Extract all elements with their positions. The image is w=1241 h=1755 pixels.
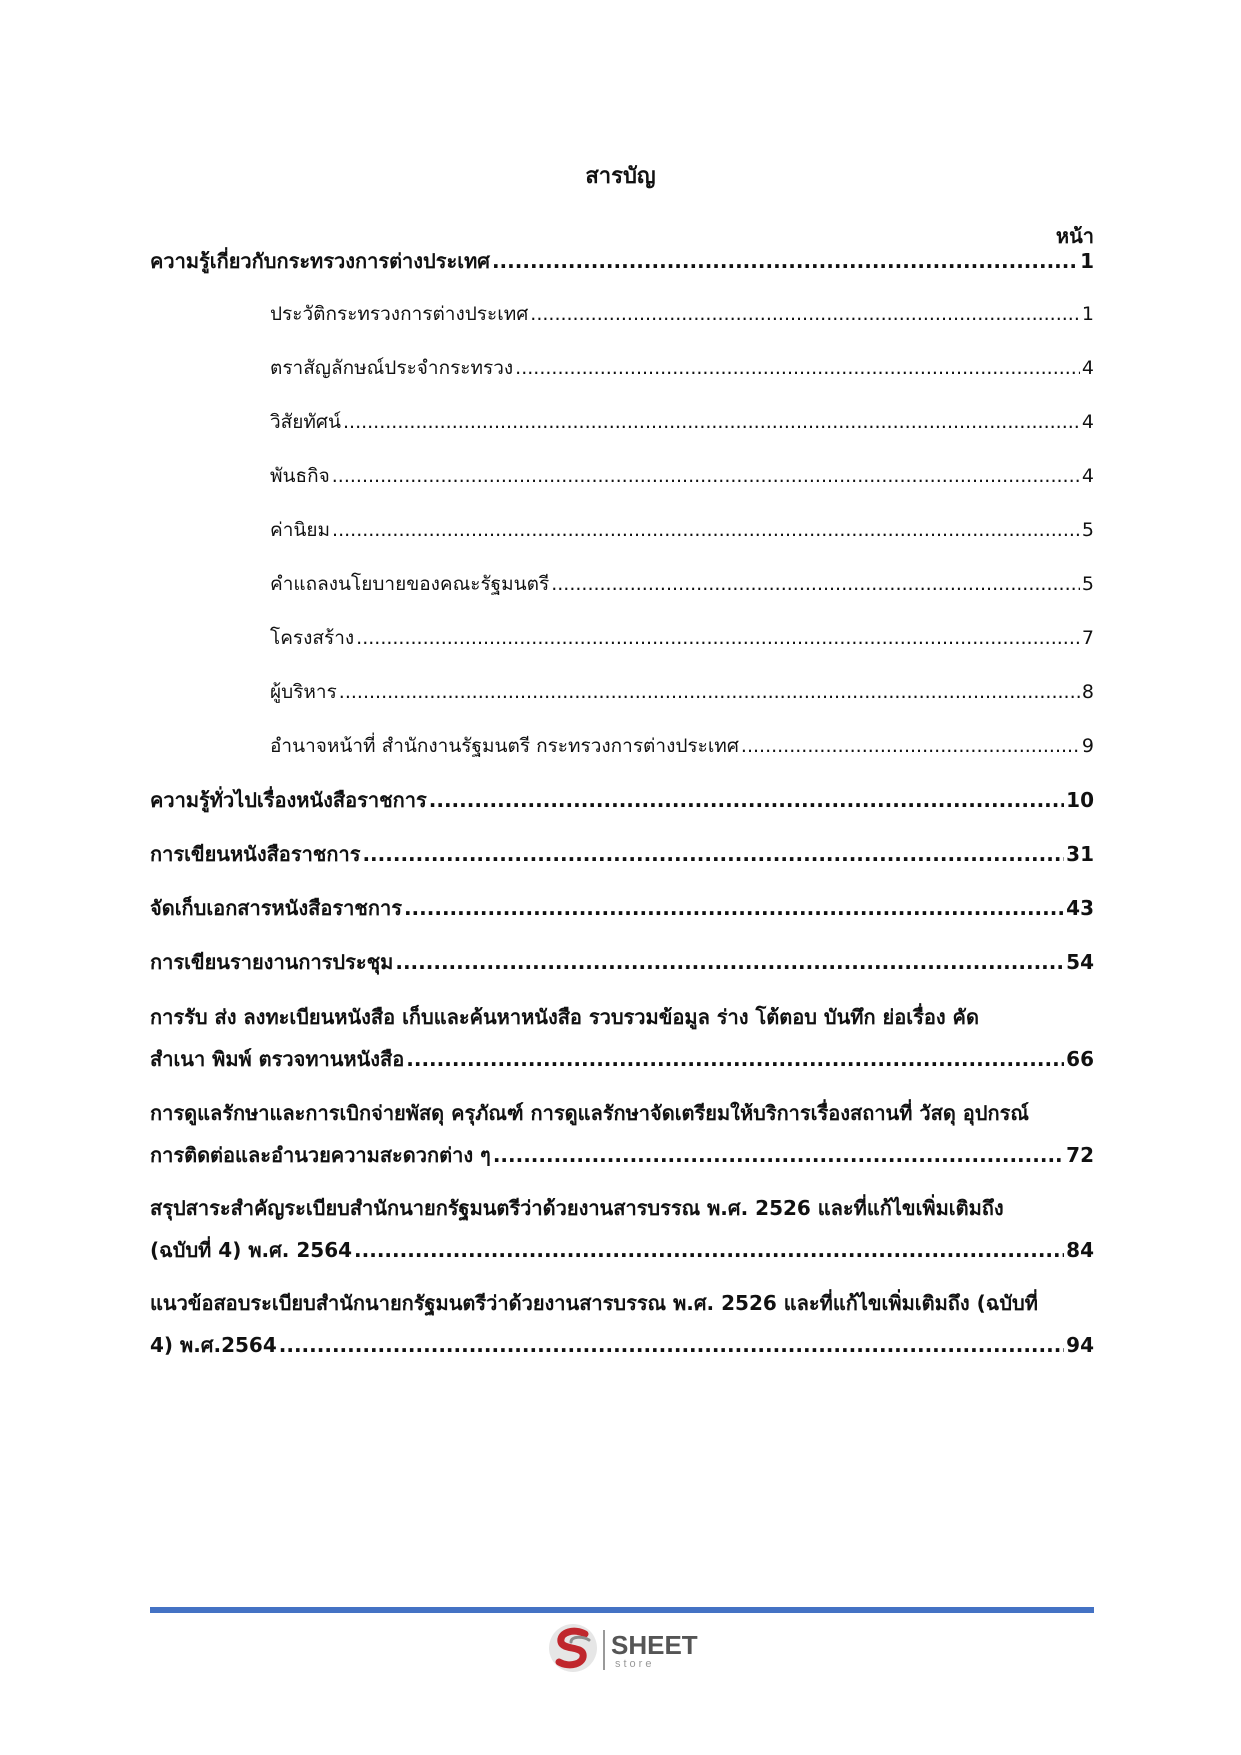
toc-entry[interactable]: การดูแลรักษาและการเบิกจ่ายพัสดุ ครุภัณฑ์ การดูแลรักษาจัดเตรียมให้บริการเรื่องสถานที่ วัสดุ อุปกรณ์ การติดต่อและอำนวยความสะดวกต่าง ๆ ..... 72 [150,1098,1094,1170]
toc-entry[interactable]: การรับ ส่ง ลงทะเบียนหนังสือ เก็บและค้นหาหนังสือ รวบรวมข้อมูล ร่าง โต้ตอบ บันทึก ย่อเรื่อง คัด สำเนา พิมพ์ ตรวจทานหนังสือ ..... 66 [150,1002,1094,1074]
toc-entry[interactable]: การเขียนรายงานการประชุม ..... 54 [150,947,1094,977]
toc-subentry[interactable]: อำนาจหน้าที่ สำนักงานรัฐมนตรี กระทรวงการต่างประเทศ ..... 9 [270,731,1094,761]
page-title: สารบัญ [585,164,656,189]
toc-subentry[interactable]: พันธกิจ ..... 4 [270,461,1094,491]
logo-subtext: store [615,1658,655,1670]
toc-entry[interactable]: สรุปสาระสำคัญระเบียบสำนักนายกรัฐมนตรีว่าด้วยงานสารบรรณ พ.ศ. 2526 และที่แก้ไขเพิ่มเติมถึง (ฉบับที่ 4) พ.ศ. 2564 ..... 84 [150,1193,1094,1265]
toc-subentry[interactable]: โครงสร้าง ..... 7 [270,623,1094,653]
toc-subentry[interactable]: ประวัติกระทรวงการต่างประเทศ ..... 1 [270,299,1094,329]
logo-divider [603,1630,605,1670]
toc-subentry[interactable]: คำแถลงนโยบายของคณะรัฐมนตรี ..... 5 [270,569,1094,599]
page-column-label: หน้า [1055,224,1094,248]
toc-subentry[interactable]: ค่านิยม ..... 5 [270,515,1094,545]
toc-entry[interactable]: แนวข้อสอบระเบียบสำนักนายกรัฐมนตรีว่าด้วยงานสารบรรณ พ.ศ. 2526 และที่แก้ไขเพิ่มเติมถึง (ฉบับที่ 4) พ.ศ.2564 ..... 94 [150,1288,1094,1360]
footer-divider-bar [150,1607,1094,1613]
toc-subentry[interactable]: ผู้บริหาร ..... 8 [270,677,1094,707]
toc-entry[interactable]: การเขียนหนังสือราชการ ..... 31 [150,839,1094,869]
toc-entry[interactable]: ความรู้เกี่ยวกับกระทรวงการต่างประเทศ ..... 1 [150,246,1094,276]
sheet-store-logo-icon [545,1620,601,1676]
sheet-store-logo [545,1620,745,1676]
toc-entry[interactable]: ความรู้ทั่วไปเรื่องหนังสือราชการ ..... 10 [150,785,1094,815]
toc-subentry[interactable]: วิสัยทัศน์ ..... 4 [270,407,1094,437]
toc-subentry[interactable]: ตราสัญลักษณ์ประจำกระทรวง ..... 4 [270,353,1094,383]
logo-wordmark: SHEET [611,1630,698,1660]
toc-entry[interactable]: จัดเก็บเอกสารหนังสือราชการ ..... 43 [150,893,1094,923]
